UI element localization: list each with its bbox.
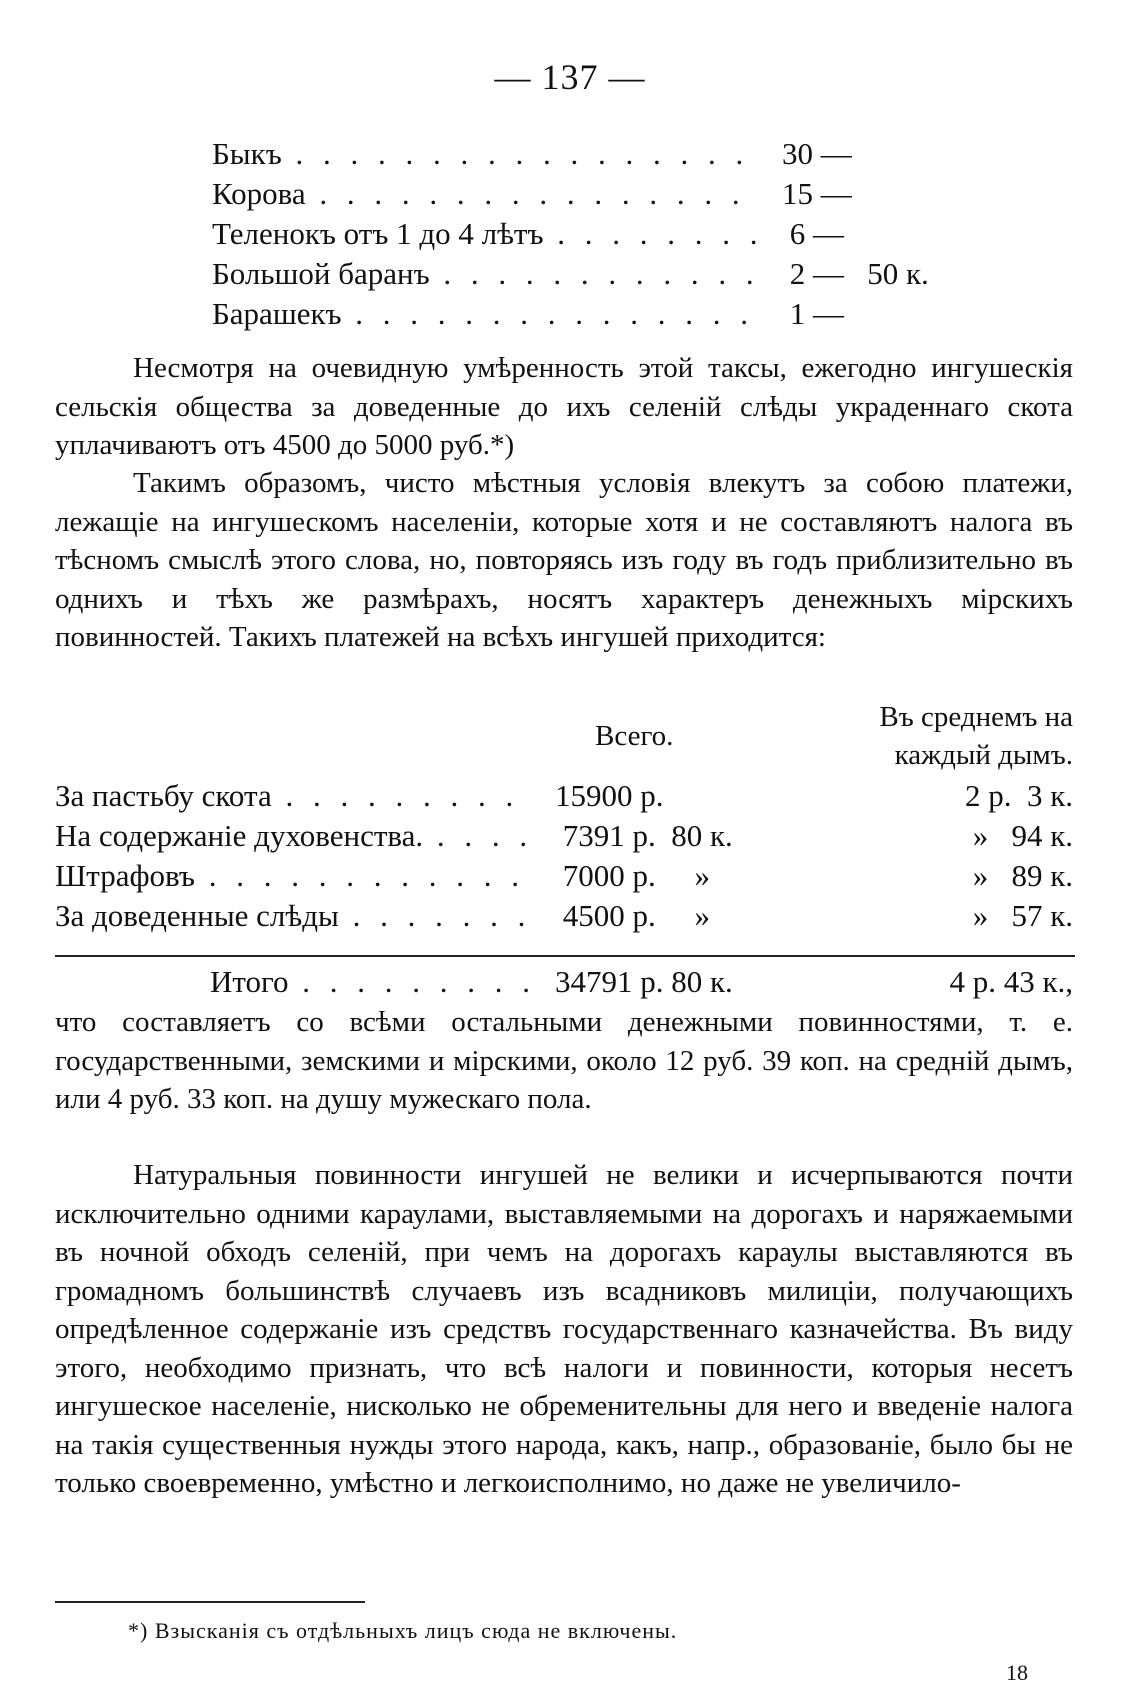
livestock-name: Большой баранъ . . . <box>212 254 757 294</box>
signature-mark: 18 <box>1006 1660 1028 1685</box>
footnote: *) Взысканія съ отдѣльныхъ лицъ сюда не включены. <box>128 1618 678 1643</box>
total-value: 34791 р. 80 к. <box>555 964 733 999</box>
header-average-line: Въ среднемъ на <box>879 701 1073 733</box>
livestock-price-list <box>212 134 1012 334</box>
fee-average: » 94 к. <box>972 818 1073 853</box>
livestock-price: 2 — 50 к. <box>782 256 929 291</box>
header-average <box>843 698 1073 774</box>
fee-label: На содержаніе духовенства. . . . <box>55 816 535 856</box>
page-number: — 137 — <box>494 57 646 97</box>
table-row <box>55 856 1075 896</box>
fee-label: Штрафовъ . . . <box>55 856 535 896</box>
paragraph-payments: Такимъ образомъ, чисто мѣстныя условія влекутъ за собою платежи, лежащіе на ингушескомъ населеніи, которые хотя и не составляютъ налога въ тѣсномъ смыслѣ этого слова, но, повторяясь изъ году въ годъ приблизительно въ однихъ и тѣхъ же размѣрахъ, носятъ характеръ денежныхъ мірскихъ повинностей. Такихъ платежей на всѣхъ ингушей приходится: <box>55 467 1073 653</box>
paragraph-tax: Несмотря на очевидную умѣренность этой таксы, ежегодно ингушескія сельскія общества за доведенные до ихъ селеній слѣды украденнаго скота уплачиваютъ отъ 4500 до 5000 руб.*) <box>55 352 1073 461</box>
livestock-price: 6 — <box>782 216 844 251</box>
fees-table-header <box>55 698 1075 776</box>
fee-average: » 57 к. <box>972 898 1073 933</box>
livestock-row <box>212 214 1012 254</box>
fee-average: » 89 к. <box>972 858 1073 893</box>
table-total-row <box>55 962 1075 1002</box>
livestock-row <box>212 174 1012 214</box>
fees-table <box>55 698 1075 936</box>
livestock-price: 30 — <box>782 136 852 171</box>
livestock-name: Барашекъ . . . <box>212 294 757 334</box>
livestock-row <box>212 294 1012 334</box>
table-divider <box>55 955 1075 957</box>
fee-total: 4500 р. » <box>555 898 710 933</box>
fee-label: За доведенные слѣды . . . <box>55 896 535 936</box>
livestock-name: Теленокъ отъ 1 до 4 лѣтъ . . . <box>212 214 757 254</box>
livestock-price: 15 — <box>782 176 852 211</box>
header-total: Всего. <box>595 720 674 752</box>
fee-total: 15900 р. <box>555 778 664 813</box>
paragraph-summary: что составляетъ со всѣми остальными денежными повинностями, т. е. государственными, земскими и мірскими, около 12 руб. 39 коп. на средній дымъ, или 4 руб. 33 коп. на душу мужескаго пола. <box>55 1006 1073 1115</box>
total-label: Итого . . . <box>210 962 535 1002</box>
livestock-row <box>212 134 1012 174</box>
livestock-name: Быкъ . . . <box>212 134 757 174</box>
livestock-price: 1 — <box>782 296 844 331</box>
header-average-line: каждый дымъ. <box>894 739 1073 771</box>
table-row <box>55 776 1075 816</box>
livestock-name: Корова . . . <box>212 174 757 214</box>
livestock-row <box>212 254 1012 294</box>
footnote-divider <box>55 1601 365 1603</box>
fee-average: 2 р. 3 к. <box>964 778 1073 813</box>
table-row <box>55 816 1075 856</box>
table-row <box>55 896 1075 936</box>
fee-label: За пастьбу скота . . . <box>55 776 535 816</box>
paragraph-natural-duties: Натуральныя повинности ингушей не велики и исчерпываются почти исключительно одними караулами, выставляемыми на дорогахъ и наряжаемыми въ ночной обходъ селеній, при чемъ на дорогахъ караулы выставляются въ громадномъ большинствѣ случаевъ изъ всадниковъ милиціи, получающихъ опредѣленное содержаніе изъ средствъ государственнаго казначейства. Въ виду этого, необходимо признать, что всѣ налоги и повинности, которыя несетъ ингушеское населеніе, нисколько не обременительны для него и введеніе налога на такія существенныя нужды этого народа, какъ, напр., образованіе, было бы не только своевременно, умѣстно и легкоисполнимо, но даже не увеличило- <box>55 1159 1073 1499</box>
fee-total: 7391 р. 80 к. <box>555 818 733 853</box>
fee-total: 7000 р. » <box>555 858 710 893</box>
total-average: 4 р. 43 к., <box>949 964 1073 999</box>
